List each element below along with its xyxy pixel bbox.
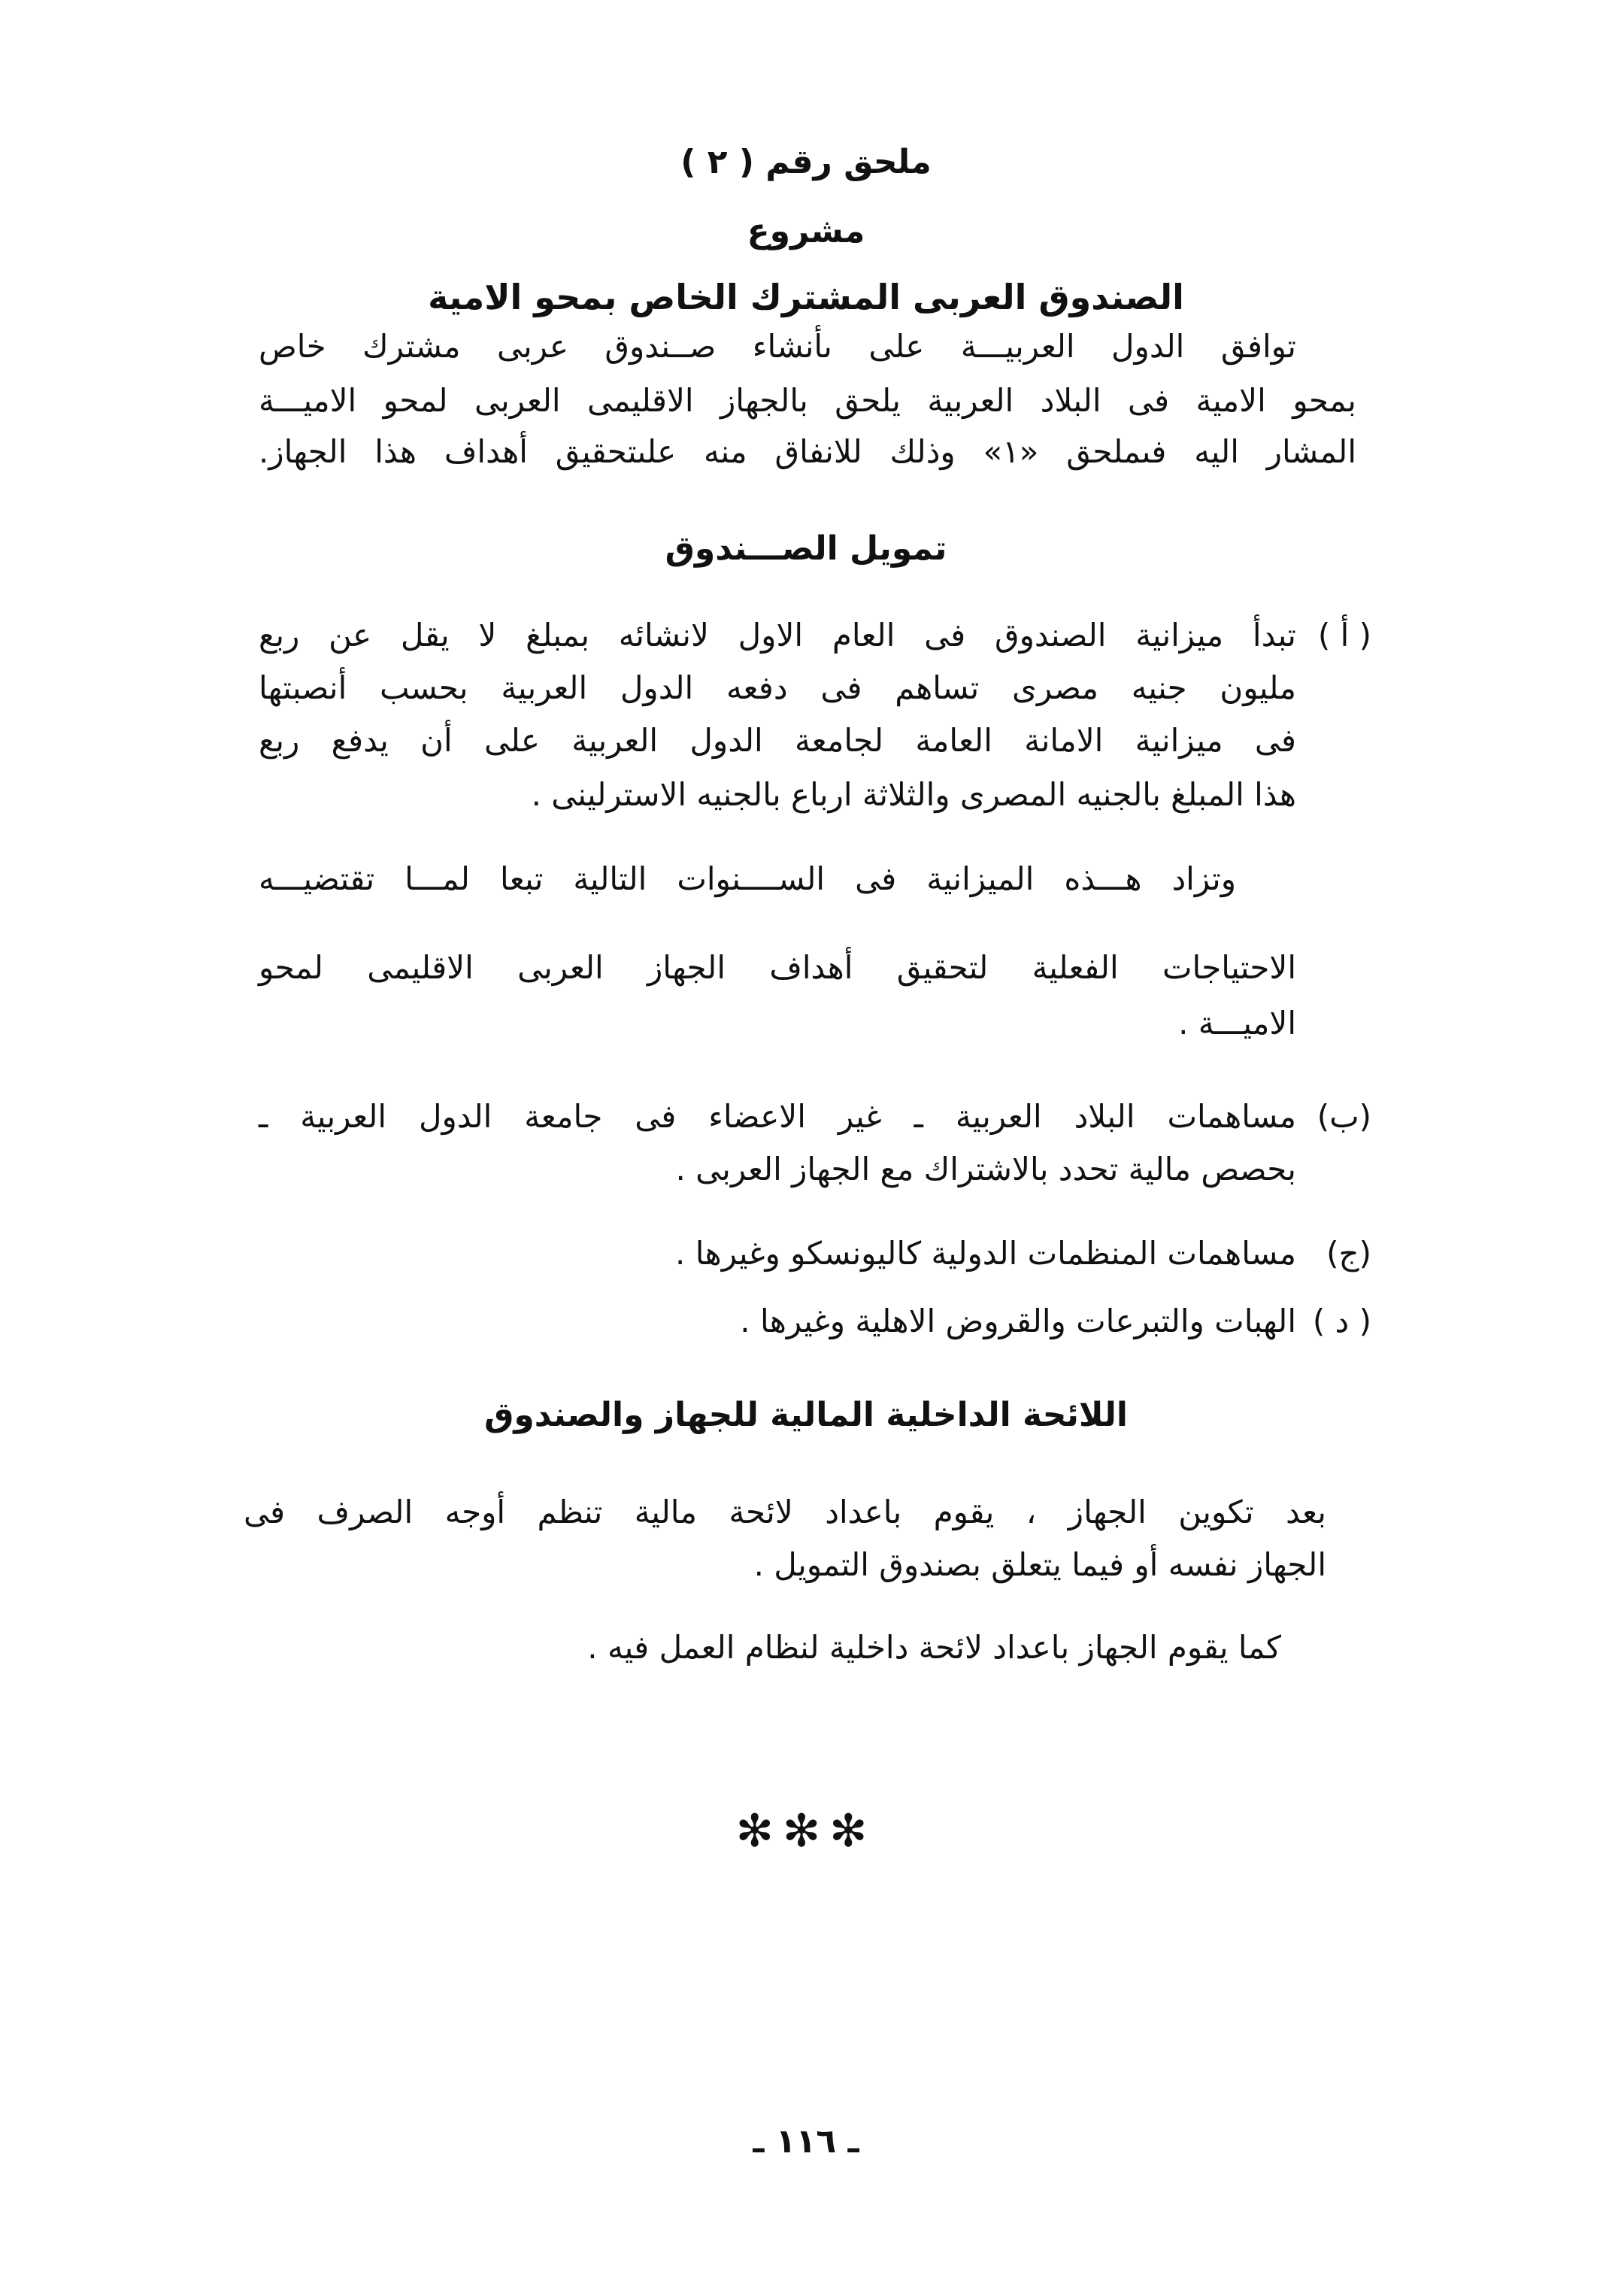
intro-line-2: بمحو الامية فى البلاد العربية يلحق بالجهاز الاقليمى العربى لمحو الاميـــة	[259, 382, 1356, 419]
item-c-line: مساهمات المنظمات الدولية كاليونسكو وغيرها .	[675, 1235, 1296, 1272]
item-a-extra-line-1: وتزاد هـــذه الميزانية فى الســــنوات التالية تبعا لمـــا تقتضيـــه	[259, 860, 1236, 897]
item-d	[259, 1303, 1371, 1348]
item-a-line-3: فى ميزانية الامانة العامة لجامعة الدول العربية على أن يدفع ربع	[259, 722, 1296, 759]
item-a-line-2: مليون جنيه مصرى تساهم فى دفعه الدول العربية بحسب أنصبتها	[259, 669, 1296, 706]
separator-stars: ✻✻✻	[735, 1805, 877, 1858]
reg-line-1: بعد تكوين الجهاز ، يقوم باعداد لائحة مالية تنظم أوجه الصرف فى	[244, 1494, 1326, 1530]
intro-line-1: توافق الدول العربيـــة على ىأنشاء صــندوق عربى مشترك خاص	[259, 328, 1296, 365]
item-d-line: الهبات والتبرعات والقروض الاهلية وغيرها .	[740, 1303, 1296, 1339]
item-a	[259, 617, 1371, 662]
annex-title: ملحق رقم ( ٢ )	[680, 143, 932, 181]
item-c	[259, 1235, 1371, 1280]
item-a-extra-line-3: الاميـــة .	[1178, 1005, 1296, 1042]
item-b	[259, 1098, 1371, 1143]
page-number: ـ ١١٦ ـ	[753, 2122, 859, 2161]
reg-line-2: الجهاز نفسه أو فيما يتعلق بصندوق التمويل .	[753, 1546, 1326, 1583]
section-financing-heading: تمويل الصـــندوق	[665, 529, 947, 568]
item-d-marker: ( د )	[1312, 1303, 1371, 1339]
item-a-extra-line-2: الاحتياجات الفعلية لتحقيق أهداف الجهاز العربى الاقليمى لمحو	[259, 949, 1296, 986]
item-b-line-1: مساهمات البلاد العربية ـ غير الاعضاء فى جامعة الدول العربية ـ	[259, 1098, 1296, 1135]
item-a-line-1: تبدأ ميزانية الصندوق فى العام الاول لانشائه بمبلغ لا يقل عن ربع	[259, 617, 1296, 654]
item-b-marker: (ب)	[1317, 1098, 1371, 1135]
intro-line-3: المشار اليه فىملحق «١» وذلك للانفاق منه علىتحقيق أهداف هذا الجهاز.	[259, 433, 1356, 470]
item-a-line-4: هذا المبلغ بالجنيه المصرى والثلاثة ارباع بالجنيه الاسترلينى .	[531, 776, 1296, 813]
item-b-line-2: بحصص مالية تحدد بالاشتراك مع الجهاز العربى .	[675, 1151, 1296, 1187]
item-a-marker: ( أ )	[1317, 617, 1371, 654]
section-regulations-heading: اللائحة الداخلية المالية للجهاز والصندوق	[484, 1396, 1128, 1434]
fund-title: الصندوق العربى المشترك الخاص بمحو الامية	[428, 277, 1184, 317]
reg-line-final: كما يقوم الجهاز باعداد لائحة داخلية لنظام العمل فيه .	[587, 1629, 1281, 1666]
item-c-marker: (ج)	[1326, 1235, 1371, 1272]
draft-label: مشروع	[747, 212, 865, 250]
